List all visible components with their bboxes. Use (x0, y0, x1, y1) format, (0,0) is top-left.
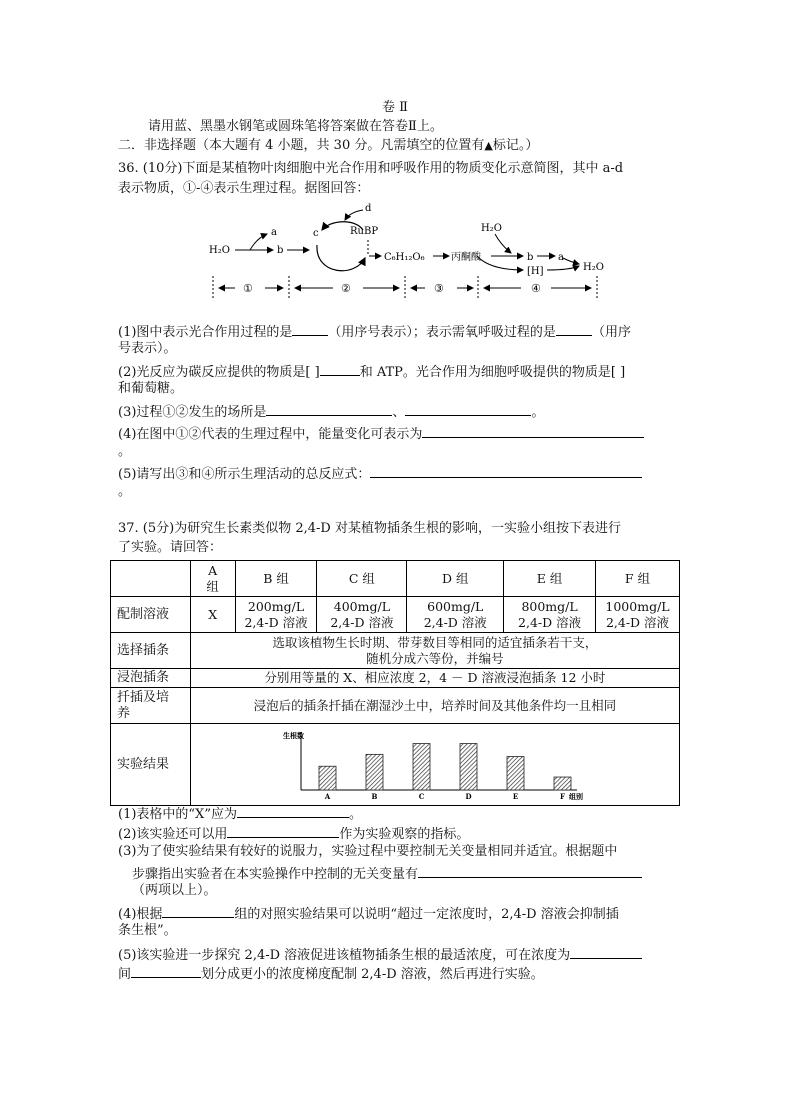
table-corner-cell (111, 561, 191, 597)
q36-s2-blank-1[interactable] (320, 361, 360, 376)
plant-row-label (111, 688, 191, 724)
process-4-label: ④ (531, 282, 541, 295)
table-row-plant (111, 688, 680, 724)
q37-s2-text-b: 作为实验观察的指标。 (339, 827, 470, 842)
q36-s1-text-b: （用序号表示）；表示需氧呼吸过程的是 (328, 325, 556, 340)
q37-sub1 (118, 803, 362, 824)
arrow-to-a1 (250, 234, 267, 250)
result-row-label: 实验结果 (111, 724, 191, 806)
q36-sub1-cont: 号表示）。 (118, 341, 177, 356)
solution-e-conc: 800mg/L (521, 598, 578, 614)
tick-label-f: F (559, 791, 565, 801)
soak-cell: 分别用等量的 X、相应浓度 2，4 － D 溶液浸泡插条 12 小时 (190, 669, 679, 688)
q36-intro-line1: 36. (10分)下面是某植物叶肉细胞中光合作用和呼吸作用的物质变化示意简图，其中 a-d (118, 161, 624, 176)
solution-row-label: 配制溶液 (111, 597, 191, 633)
bar-b (366, 754, 383, 790)
q36-sub4-end: 。 (118, 444, 132, 459)
solution-e (504, 597, 596, 633)
q36-s3-text-a: (3)过程①②发生的场所是 (118, 405, 267, 420)
cycle-lower-arc (317, 245, 365, 271)
q37-sub3: (3)为了使实验结果有较好的说服力，实验过程中要控制无关变量相同并适宜。根据题中 (118, 844, 618, 859)
section-heading-text: 二．非选择题（本大题有 4 小题，共 30 分。凡需填空的位置有 (118, 138, 485, 153)
solution-b-name: 2,4-D 溶液 (244, 614, 308, 630)
h2o-left-label: H₂O (209, 245, 230, 256)
solution-b-conc: 200mg/L (247, 598, 305, 614)
q37-s2-text-a: (2)该实验还可以用 (118, 827, 228, 842)
q37-s2-blank[interactable] (227, 823, 339, 838)
solution-d-name: 2,4-D 溶液 (423, 614, 487, 630)
tick-label-b: B (371, 791, 378, 801)
arrow-a2-h2o (563, 258, 579, 264)
q37-s4-text-b: 组的对照实验结果可以说明“超过一定浓度时，2,4-D 溶液会抑制插 (234, 907, 619, 922)
group-e-header: E 组 (504, 561, 596, 597)
plant-cell: 浸泡后的插条扦插在潮湿沙土中，培养时间及其他条件均一且相同 (190, 688, 679, 724)
tick-label-d: D (465, 791, 472, 801)
group-c-header: C 组 (317, 561, 407, 597)
q36-intro-line2: 表示物质，①-④表示生理过程。据图回答： (118, 181, 370, 196)
q37-sub5 (118, 944, 642, 965)
instruction-text: 请用蓝、黑墨水钢笔或圆珠笔将答案做在答卷Ⅱ上。 (148, 119, 443, 134)
section-title: 卷 Ⅱ (382, 100, 408, 115)
group-f-header: F 组 (596, 561, 680, 597)
q36-s3-blank-1[interactable] (266, 401, 392, 416)
solution-c-name: 2,4-D 溶液 (330, 614, 394, 630)
solution-c-conc: 400mg/L (333, 598, 391, 614)
q36-sub2-cont: 和葡萄糖。 (118, 381, 184, 396)
table-row-select (111, 633, 680, 669)
rubp-label: RuBP (350, 226, 379, 237)
q36-s3-text-b: 、 (392, 405, 406, 420)
q36-sub3 (118, 401, 544, 422)
process-1-label: ① (243, 282, 253, 295)
h2o-right-label: H₂O (583, 262, 604, 273)
q37-s1-text-b: 。 (348, 807, 362, 822)
q36-s2-text-b: 和 ATP。光合作用为细胞呼吸提供的物质是[ ] (359, 365, 626, 380)
q37-sub4 (118, 903, 619, 924)
q37-intro-line1: 37. (5分)为研究生长素类似物 2,4-D 对某植物插条生根的影响，一实验小组按下表进行 (118, 521, 621, 536)
section-heading-tail: 标记。） (492, 138, 539, 153)
bar-c (413, 743, 430, 789)
x-axis-label: 组别 (568, 791, 583, 801)
q36-s1-text-a: (1)图中表示光合作用过程的是 (118, 325, 293, 340)
q36-s3-text-c: 。 (531, 405, 545, 420)
tick-label-a: A (324, 791, 331, 801)
group-b-header: B 组 (235, 561, 317, 597)
pyruvate-label: 丙酮酸 (451, 252, 481, 263)
metabolism-diagram (205, 200, 625, 305)
solution-b (235, 597, 317, 633)
q37-s5-blank-1[interactable] (570, 944, 642, 959)
q36-s1-blank-2[interactable] (556, 321, 592, 336)
a1-label: a (271, 227, 277, 238)
y-axis-label: 生根数 (282, 730, 304, 740)
q37-intro-line2: 了实验。请回答： (118, 540, 223, 555)
arrow-h-h2o (547, 266, 579, 270)
q36-sub1 (118, 321, 631, 342)
q36-sub2 (118, 361, 625, 382)
q36-s4-text-a: (4)在图中①②代表的生理过程中，能量变化可表示为 (118, 427, 423, 442)
q37-s4-text-a: (4)根据 (118, 907, 163, 922)
q36-sub5-end: 。 (118, 484, 132, 499)
soak-row-label: 浸泡插条 (111, 669, 191, 688)
c-label: c (313, 228, 319, 239)
q36-s1-text-c: （用序 (591, 325, 631, 340)
q36-s4-blank[interactable] (422, 423, 644, 438)
q37-s3-text-b: 步骤指出实验者在本实验操作中控制的无关变量有 (132, 867, 419, 882)
glucose-label: C₆H₁₂O₆ (384, 252, 425, 263)
q36-sub4 (118, 423, 644, 444)
table-row-result (111, 724, 680, 806)
select-line-2: 随机分成六等份，并编号 (366, 650, 504, 666)
bar-a (319, 766, 336, 790)
q37-s3-blank[interactable] (418, 863, 642, 878)
table-row-soak (111, 669, 680, 688)
select-line-1: 选取该植物生长时期、带芽数目等相同的适宜插条若干支， (272, 634, 598, 650)
q36-s1-blank-1[interactable] (292, 321, 328, 336)
b1-label: b (277, 245, 284, 256)
q37-s5-text-b: 间 (118, 967, 132, 982)
experiment-table (110, 560, 680, 806)
q37-s1-blank[interactable] (237, 803, 349, 818)
q37-sub2 (118, 823, 469, 844)
arrow-h2o-top (495, 234, 511, 253)
group-a-header: A 组 (190, 561, 235, 597)
process-3-label: ③ (434, 282, 444, 295)
q36-s3-blank-2[interactable] (405, 401, 531, 416)
tick-label-c: C (418, 791, 425, 801)
group-d-header: D 组 (407, 561, 504, 597)
q37-s5-text-c: 划分成更小的浓度梯度配制 2,4-D 溶液，然后再进行实验。 (201, 967, 544, 982)
bar-d (460, 743, 477, 789)
result-cell (190, 724, 679, 806)
q37-sub4-end: 条生根”。 (118, 923, 177, 938)
h2o-top-label: H₂O (481, 223, 502, 234)
q36-sub5 (118, 463, 642, 484)
solution-d (407, 597, 504, 633)
q37-s4-blank[interactable] (162, 903, 234, 918)
solution-f-conc: 1000mg/L (605, 598, 670, 614)
solution-d-conc: 600mg/L (427, 598, 484, 614)
bar-f (554, 777, 571, 790)
arrow-pyruvate-h (477, 256, 523, 270)
solution-f (596, 597, 680, 633)
a2-label: a (558, 252, 564, 263)
arrow-d-in (345, 210, 363, 220)
solution-a (190, 597, 235, 633)
select-cell (190, 633, 679, 669)
bar-e (507, 756, 524, 789)
h-label: [H] (527, 266, 544, 277)
q37-s5-blank-2[interactable] (131, 963, 201, 978)
q37-sub3-end: （两项以上）。 (132, 883, 217, 898)
q37-sub3-cont (132, 863, 642, 884)
b2-label: b (527, 252, 534, 263)
q37-s5-text-a: (5)该实验进一步探究 2,4-D 溶液促进该植物插条生根的最适浓度，可在浓度为 (118, 948, 571, 963)
q37-sub5-cont (118, 963, 544, 984)
q36-s5-text-a: (5)请写出③和④所示生理活动的总反应式： (118, 467, 371, 482)
tick-label-e: E (512, 791, 519, 801)
q36-s5-blank[interactable] (370, 463, 642, 478)
select-row-label: 选择插条 (111, 633, 191, 669)
solution-c (317, 597, 407, 633)
solution-e-name: 2,4-D 溶液 (518, 614, 582, 630)
table-row-groups (111, 561, 680, 597)
q36-s2-text-a: (2)光反应为碳反应提供的物质是[ ] (118, 365, 320, 380)
section-heading (118, 137, 538, 155)
solution-a-conc: X (208, 606, 218, 622)
solution-f-name: 2,4-D 溶液 (605, 614, 670, 630)
d-label: d (365, 203, 372, 214)
q37-s1-text-a: (1)表格中的“X”应为 (118, 807, 237, 822)
plant-label-1: 扦插及培 (117, 689, 170, 705)
rooting-bar-chart (279, 728, 591, 802)
table-row-solution (111, 597, 680, 633)
triangle-mark-icon: ▲ (484, 139, 493, 152)
plant-label-2: 养 (117, 705, 131, 721)
process-2-label: ② (341, 282, 351, 295)
